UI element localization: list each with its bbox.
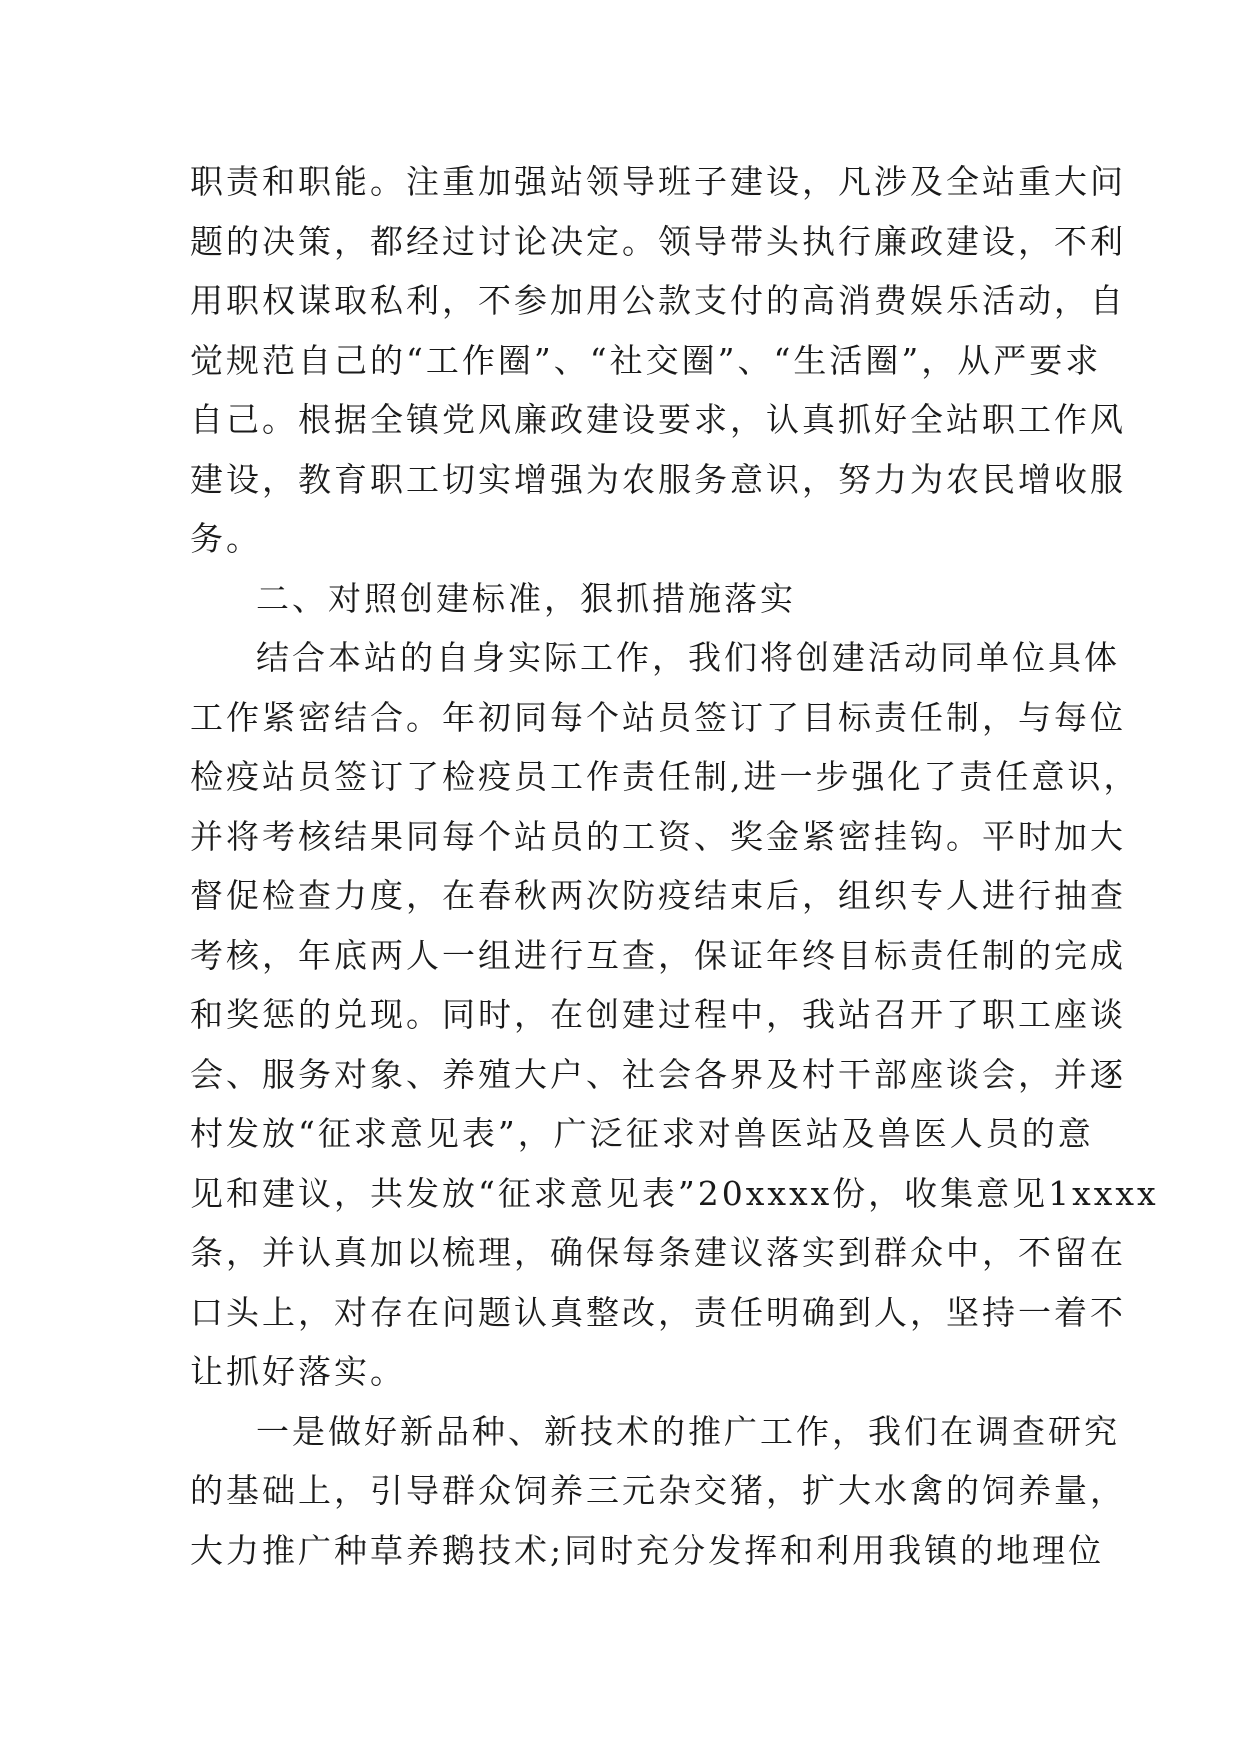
- text-line: 考核，年底两人一组进行互查，保证年终目标责任制的完成: [190, 935, 1126, 975]
- text-line: 的基础上，引导群众饲养三元杂交猪，扩大水禽的饲养量，: [190, 1471, 1126, 1510]
- text-line: 见和建议，共发放“征求意见表”20xxxx份，收集意见1xxxx: [190, 1173, 1159, 1213]
- text-line: 村发放“征求意见表”，广泛征求对兽医站及兽医人员的意: [190, 1114, 1094, 1153]
- text-line: 职责和职能。注重加强站领导班子建设，凡涉及全站重大问: [190, 162, 1126, 201]
- text-line: 工作紧密结合。年初同每个站员签订了目标责任制，与每位: [190, 697, 1126, 737]
- text-line: 口头上，对存在问题认真整改，责任明确到人，坚持一着不: [190, 1292, 1126, 1332]
- text-line: 用职权谋取私利，不参加用公款支付的高消费娱乐活动，自: [190, 281, 1126, 320]
- text-line: 务。: [190, 519, 262, 558]
- text-line: 觉规范自己的“工作圈”、“社交圈”、“生活圈”，从严要求: [190, 340, 1102, 380]
- text-line: 二、对照创建标准，狠抓措施落实: [256, 578, 796, 618]
- document-body: [190, 152, 1159, 1580]
- text-line: 建设，教育职工切实增强为农服务意识，努力为农民增收服: [190, 459, 1126, 499]
- text-line: 检疫站员签订了检疫员工作责任制,进一步强化了责任意识，: [190, 757, 1140, 796]
- text-line: 一是做好新品种、新技术的推广工作，我们在调查研究: [256, 1411, 1120, 1451]
- text-line: 和奖惩的兑现。同时，在创建过程中，我站召开了职工座谈: [190, 995, 1126, 1034]
- text-line: 让抓好落实。: [190, 1352, 406, 1391]
- text-line: 条，并认真加以梳理，确保每条建议落实到群众中，不留在: [190, 1233, 1126, 1272]
- text-line: 题的决策，都经过讨论决定。领导带头执行廉政建设，不利: [190, 221, 1126, 261]
- text-line: 自己。根据全镇党风廉政建设要求，认真抓好全站职工作风: [190, 400, 1126, 439]
- text-line: 会、服务对象、养殖大户、社会各界及村干部座谈会，并逐: [190, 1054, 1126, 1094]
- text-line: 并将考核结果同每个站员的工资、奖金紧密挂钩。平时加大: [190, 816, 1126, 856]
- text-line: 大力推广种草养鹅技术;同时充分发挥和利用我镇的地理位: [190, 1530, 1105, 1570]
- text-line: 督促检查力度，在春秋两次防疫结束后，组织专人进行抽查: [190, 876, 1126, 915]
- text-line: 结合本站的自身实际工作，我们将创建活动同单位具体: [256, 638, 1120, 677]
